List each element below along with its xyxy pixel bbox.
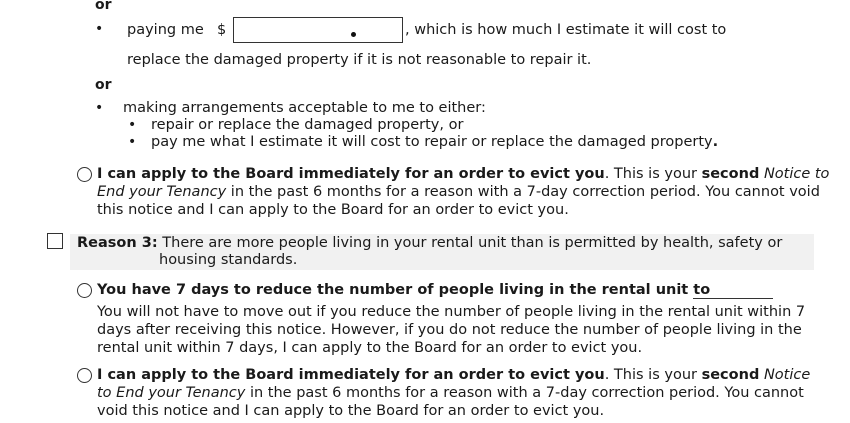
- dollar-sign: $: [217, 22, 227, 38]
- reduce-option-line3: rental unit within 7 days, I can apply to the Board for an order to evict you.: [97, 340, 643, 356]
- amount-input[interactable]: [233, 17, 403, 43]
- arrange-sub1: repair or replace the damaged property, or: [151, 117, 464, 133]
- reduce-option-line1: You will not have to move out if you reduce the number of people living in the rental unit within 7: [97, 304, 806, 320]
- evict-option-1-line1: I can apply to the Board immediately for an order to evict you. This is your second Notice to: [97, 166, 830, 182]
- evict-option-2-line3: void this notice and I can apply to the Board for an order to evict you.: [97, 403, 605, 419]
- evict-option-1-line3: this notice and I can apply to the Board for an order to evict you.: [97, 202, 569, 218]
- notice-title-2b: to End your Tenancy: [97, 385, 246, 401]
- arrange-sub2: [151, 134, 718, 150]
- or-label-top: or: [95, 0, 112, 13]
- evict-option-1-radio[interactable]: [77, 167, 92, 182]
- notice-title-2a: Notice: [763, 367, 811, 383]
- decimal-point: [351, 32, 356, 37]
- evict-option-1-line2: End your Tenancy in the past 6 months for a reason with a 7-day correction period. You cannot void: [97, 184, 820, 200]
- evict-option-2-line2: to End your Tenancy in the past 6 months for a reason with a 7-day correction period. You cannot: [97, 385, 804, 401]
- notice-title-1a: Notice to: [763, 166, 830, 182]
- reason-3-checkbox[interactable]: [47, 233, 63, 249]
- reason-3-label: Reason 3: [77, 235, 152, 251]
- people-count-field[interactable]: [693, 298, 773, 299]
- bullet-arrange: •: [95, 100, 104, 116]
- reason-3-line2: housing standards.: [159, 252, 298, 268]
- or-label-mid: or: [95, 77, 112, 93]
- notice-title-1b: End your Tenancy: [97, 184, 227, 200]
- second-word-2: second: [701, 367, 760, 383]
- reduce-option-radio[interactable]: [77, 283, 92, 298]
- bullet-pay: •: [95, 21, 104, 37]
- evict-option-2-radio[interactable]: [77, 368, 92, 383]
- reduce-option-line2: days after receiving this notice. However, if you do not reduce the number of people living in the: [97, 322, 802, 338]
- evict-option-2-bold: I can apply to the Board immediately for an order to evict you: [97, 367, 605, 383]
- second-word-1: second: [701, 166, 760, 182]
- pay-line2: replace the damaged property if it is not reasonable to repair it.: [127, 52, 592, 68]
- evict-option-1-bold: I can apply to the Board immediately for an order to evict you: [97, 166, 605, 182]
- arrange-sub2-period: .: [712, 134, 719, 150]
- pay-after-box: , which is how much I estimate it will cost to: [405, 22, 727, 38]
- reason-3-line1: Reason 3: There are more people living in your rental unit than is permitted by health, safety or: [77, 235, 783, 251]
- arrange-intro: making arrangements acceptable to me to either:: [123, 100, 486, 116]
- evict-option-2-line1: I can apply to the Board immediately for an order to evict you. This is your second Notice: [97, 367, 811, 383]
- bullet-sub2: •: [128, 134, 137, 150]
- arrange-sub2-text: pay me what I estimate it will cost to repair or replace the damaged property: [151, 134, 713, 150]
- reduce-option-bold: You have 7 days to reduce the number of people living in the rental unit to: [97, 282, 711, 298]
- bullet-sub1: •: [128, 117, 137, 133]
- pay-label: paying me: [127, 22, 204, 38]
